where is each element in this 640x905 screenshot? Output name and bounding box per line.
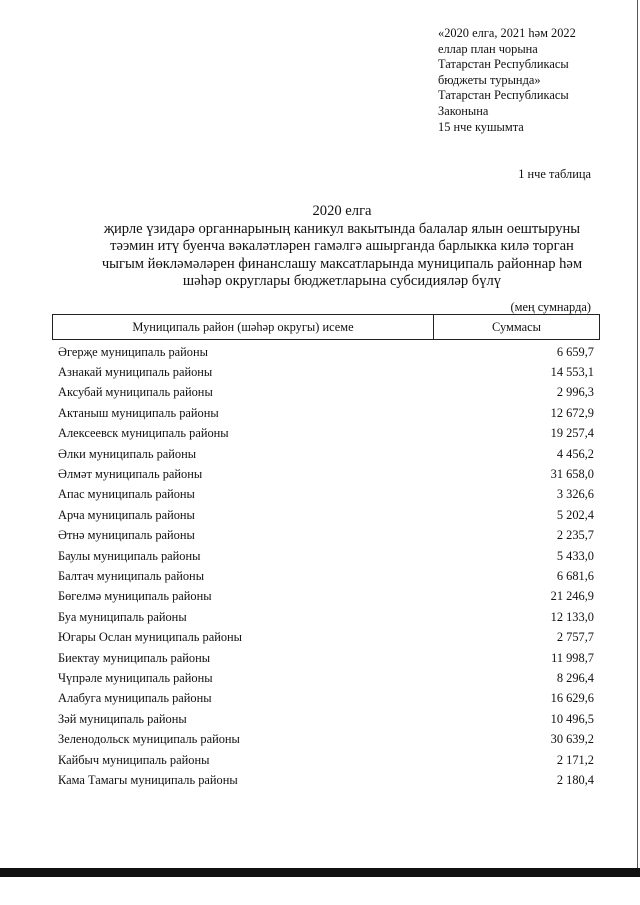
subsidy-amount: 21 246,9 [550,589,594,604]
district-name: Алабуга муниципаль районы [58,691,212,706]
table-row [58,709,594,729]
subsidy-amount: 2 180,4 [556,772,594,787]
subsidy-amount: 30 639,2 [550,732,594,747]
table-row [58,362,594,382]
subsidy-amount: 2 996,3 [556,385,594,400]
table-row [58,566,594,586]
header-note-line: 15 нче кушымта [438,119,524,134]
subsidy-amount: 2 171,2 [556,752,594,767]
table-row [58,607,594,627]
subsidy-amount: 2 235,7 [556,528,594,543]
header-note-line: Татарстан Республикасы [438,57,569,72]
subsidy-amount: 8 296,4 [556,670,594,685]
units-note: (мең сумнарда) [510,300,591,314]
title-line: җирле үзидарә органнарының каникул вакытында балалар ялын оештыруны [103,220,581,237]
subsidy-amount: 2 757,7 [556,630,594,645]
table-row [58,444,594,464]
subsidy-amount: 6 681,6 [556,568,594,583]
table-row [58,464,594,484]
column-header-sum: Суммасы [492,320,541,334]
table-row [58,587,594,607]
subsidy-amount: 10 496,5 [550,711,594,726]
header-note-line: Татарстан Республикасы [438,88,569,103]
title-line: чыгым йөкләмәләрен финанслашу максатларында муниципаль районнар һәм [101,255,583,272]
district-name: Югары Ослан муниципаль районы [58,630,243,645]
table-row [58,668,594,688]
table-row [58,648,594,668]
subsidy-amount: 12 133,0 [550,609,594,624]
subsidy-amount: 11 998,7 [551,650,594,665]
scan-bottom-bar [0,868,640,877]
title-line: тәэмин итү буенча вәкаләтләрен гамәлгә ашырганда барлыкка килә торган [110,238,574,255]
table-header [52,314,600,340]
header-note-line: «2020 елга, 2021 һәм 2022 [438,26,576,40]
subsidy-amount: 6 659,7 [556,344,594,359]
table-row [58,485,594,505]
district-name: Баулы муниципаль районы [58,548,201,563]
district-name: Әгерҗе муниципаль районы [58,344,208,359]
district-name: Балтач муниципаль районы [58,568,205,583]
table-row [58,546,594,566]
table-body [58,342,594,791]
table-row [58,689,594,709]
table-number: 1 нче таблица [518,167,591,181]
district-name: Аксубай муниципаль районы [58,385,213,400]
subsidy-amount: 12 672,9 [550,405,594,420]
table-row [58,342,594,362]
table-row [58,627,594,647]
district-name: Бөгелмә муниципаль районы [58,589,212,604]
district-name: Әлки муниципаль районы [58,446,197,461]
district-name: Арча муниципаль районы [58,507,195,522]
district-name: Биектау муниципаль районы [58,650,211,665]
district-name: Буа муниципаль районы [58,609,187,624]
title-line: шәһәр округлары бюджетларына субсидияләр бүлү [182,273,502,290]
district-name: Чүпрәле муниципаль районы [58,670,213,685]
district-name: Кама Тамагы муниципаль районы [58,772,238,787]
header-note-line: бюджеты турында» [438,72,541,87]
subsidy-amount: 5 433,0 [556,548,594,563]
subsidy-amount: 14 553,1 [550,365,594,380]
district-name: Зәй муниципаль районы [58,711,187,726]
subsidy-amount: 3 326,6 [556,487,594,502]
scan-edge-line [637,0,638,868]
table-row [58,424,594,444]
district-name: Зеленодольск муниципаль районы [58,732,240,747]
title-line: 2020 елга [312,203,372,219]
subsidy-amount: 4 456,2 [556,446,594,461]
document-title [52,203,632,291]
district-name: Актаныш муниципаль районы [58,405,219,420]
table-row [58,526,594,546]
subsidy-amount: 5 202,4 [556,507,594,522]
table-row [58,750,594,770]
table-row [58,505,594,525]
table-row [58,383,594,403]
appendix-header-note [438,26,628,135]
table-row [58,770,594,790]
district-name: Апас муниципаль районы [58,487,195,502]
district-name: Әтнә муниципаль районы [58,528,195,543]
subsidy-amount: 16 629,6 [550,691,594,706]
header-note-line: еллар план чорына [438,41,538,56]
column-header-name: Муниципаль район (шәһәр округы) исеме [53,315,434,339]
district-name: Азнакай муниципаль районы [58,365,213,380]
table-row [58,729,594,749]
subsidy-amount: 31 658,0 [550,467,594,482]
district-name: Кайбыч муниципаль районы [58,752,210,767]
header-note-line: Законына [438,103,489,118]
table-row [58,403,594,423]
subsidy-amount: 19 257,4 [550,426,594,441]
district-name: Алексеевск муниципаль районы [58,426,229,441]
district-name: Әлмәт муниципаль районы [58,467,203,482]
